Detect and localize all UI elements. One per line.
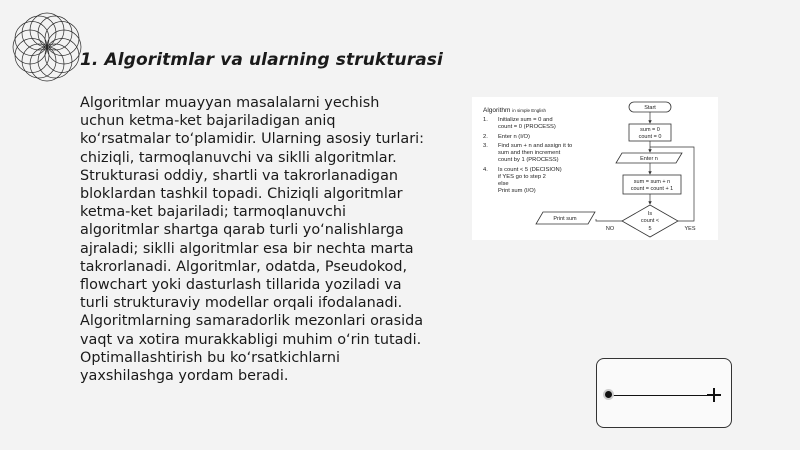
range-track[interactable] xyxy=(609,395,719,396)
step-4-line-3: else xyxy=(498,181,509,187)
flow-decision-line-3: 5 xyxy=(648,226,652,232)
step-1-line-2: count = 0 (PROCESS) xyxy=(498,124,556,130)
flow-input-label: Enter n xyxy=(640,156,658,162)
flow-yes-label: YES xyxy=(684,226,696,232)
decorative-ornament-icon xyxy=(6,6,88,88)
slide-paragraph: Algoritmlar muayyan masalalarni yechish uchun ketma-ket bajariladigan aniq ko‘rsatmalar to‘plamidir. Ularning asosiy turlari: chiziqli, tarmoqlanuvchi va siklli algoritmlar. Strukturasi oddiy, shartli va takrorlanadigan bloklardan tashkil topadi. Chiziqli algoritmlar ketma-ket bajariladi; tarmoqlanuvchi algoritmlar shartga qarab turli yo‘nalishlarga ajraladi; siklli algoritmlar esa bir nechta marta takrorlanadi. Algoritmlar, odatda, Pseudokod, flowchart yoki dasturlash tillarida yoziladi va turli strukturaviy modellar orqali ifodalanadi. Algoritmlarning samaradorlik mezonlari orasida vaqt va xotira murakkabligi muhim o‘rin tutadi. Optimallashtirish bu ko‘rsatkichlarni yaxshilashga yordam beradi. xyxy=(80,95,425,385)
flow-no-label: NO xyxy=(605,226,615,232)
step-3-num: 3. xyxy=(483,143,488,149)
flow-decision-line-2: count < xyxy=(640,218,660,224)
flow-decision-line-1: Is xyxy=(647,211,653,217)
algo-title: Algorithm xyxy=(483,107,511,114)
flow-start-label: Start xyxy=(644,105,656,111)
step-4-num: 4. xyxy=(483,167,488,173)
flow-update-line-1: sum = sum + n xyxy=(633,179,671,185)
range-line-widget[interactable] xyxy=(596,358,732,428)
step-2-line-1: Enter n (I/O) xyxy=(498,134,530,140)
flow-init-line-2: count = 0 xyxy=(638,134,662,140)
slide-title: 1. Algoritmlar va ularning strukturasi xyxy=(80,50,443,70)
step-2-num: 2. xyxy=(483,134,488,140)
algo-subtitle: in simple English xyxy=(512,108,547,113)
step-3-line-2: sum and then increment xyxy=(498,150,561,156)
flow-output-label: Print sum xyxy=(553,216,577,222)
crosshair-handle-icon[interactable] xyxy=(707,388,721,402)
svg-text:Algorithm in simple En xyxy=(483,107,547,114)
step-4-line-1: Is count < 5 (DECISION) xyxy=(498,167,562,173)
step-4-line-2: if YES go to step 2 xyxy=(498,174,546,180)
flowchart-figure xyxy=(472,97,718,240)
flow-init-line-1: sum = 0 xyxy=(640,127,660,133)
step-3-line-3: count by 1 (PROCESS) xyxy=(498,157,559,163)
step-1-line-1: Initialize sum = 0 and xyxy=(498,117,553,123)
flowchart-svg xyxy=(472,97,718,240)
start-handle[interactable] xyxy=(605,391,612,398)
step-3-line-1: Find sum + n and assign it to xyxy=(498,143,573,149)
flow-update-line-2: count = count + 1 xyxy=(630,186,674,192)
step-1-num: 1. xyxy=(483,117,488,123)
step-4-line-4: Print sum (I/O) xyxy=(498,188,536,194)
